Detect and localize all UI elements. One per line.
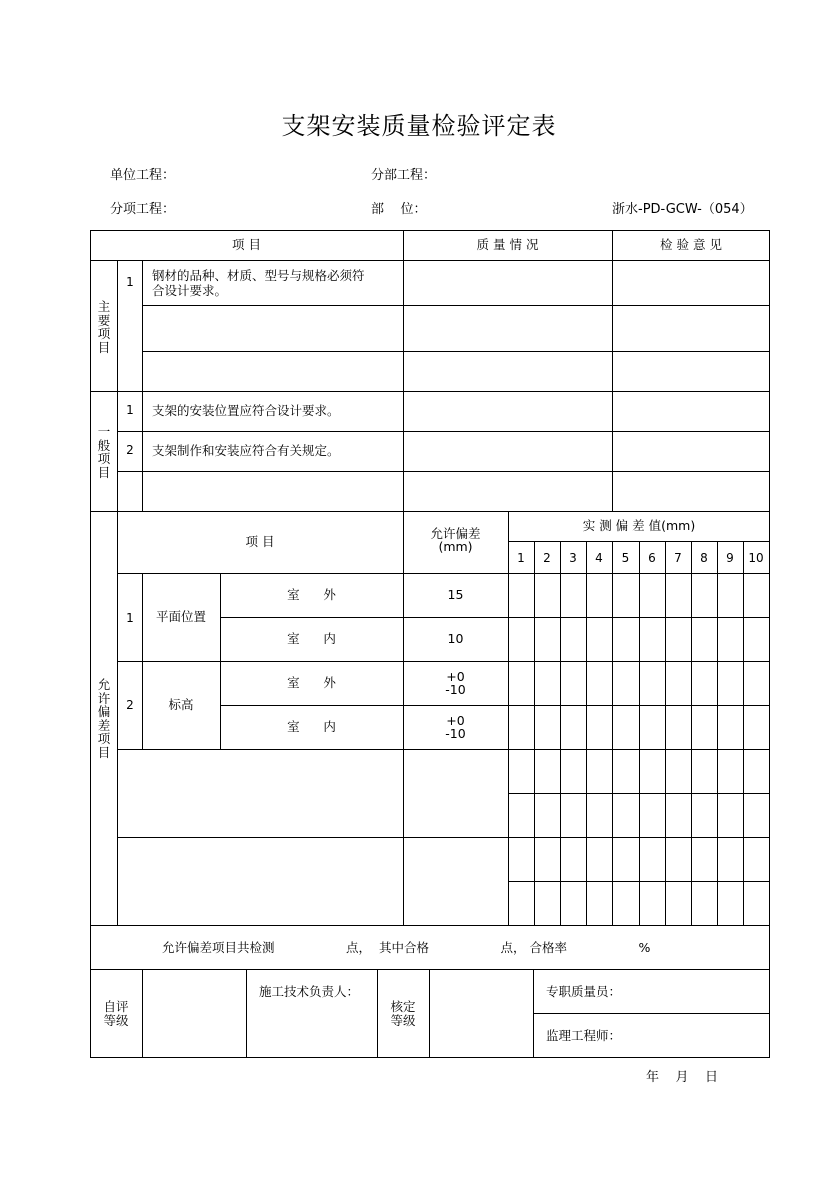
date-line: 年 月 日 bbox=[646, 1070, 719, 1085]
tech-lead-label: 施工技术负责人： bbox=[259, 984, 360, 999]
sub-item-project-label: 分项工程： bbox=[110, 202, 176, 217]
col-header-opinion: 检 验 意 见 bbox=[660, 237, 722, 252]
tolerance-row-name: 标高 bbox=[168, 697, 194, 712]
col-header-item: 项 目 bbox=[232, 237, 261, 252]
page-title: 支架安装质量检验评定表 bbox=[281, 112, 557, 140]
measure-col-number: 8 bbox=[700, 551, 708, 565]
tolerance-section-label: 允许偏差项目 bbox=[97, 677, 111, 760]
tolerance-allowed-value: 10 bbox=[447, 631, 464, 646]
measure-col-number: 2 bbox=[543, 551, 551, 565]
tolerance-col-header-allowed: 允许偏差 (mm) bbox=[430, 526, 481, 554]
measure-col-number: 9 bbox=[726, 551, 734, 565]
measure-col-number: 5 bbox=[621, 551, 630, 565]
measure-col-number: 3 bbox=[569, 551, 577, 565]
part-label: 部 位： bbox=[371, 202, 427, 217]
general-item-text: 支架制作和安装应符合有关规定。 bbox=[152, 443, 340, 458]
tolerance-row-name: 平面位置 bbox=[155, 609, 206, 624]
general-item-number: 2 bbox=[126, 443, 134, 457]
tolerance-row-number: 1 bbox=[126, 611, 134, 625]
form-code: 浙水-PD-GCW-（054） bbox=[612, 202, 753, 217]
division-project-label: 分部工程： bbox=[371, 168, 437, 183]
tolerance-sub-label: 室 外 bbox=[287, 675, 336, 690]
supervisor-label: 监理工程师： bbox=[546, 1028, 622, 1043]
measure-col-number: 4 bbox=[595, 551, 603, 565]
col-header-quality: 质 量 情 况 bbox=[476, 237, 539, 252]
main-items-section-label: 主要项目 bbox=[97, 299, 111, 355]
measure-col-number: 7 bbox=[674, 551, 682, 565]
tolerance-sub-label: 室 外 bbox=[287, 587, 336, 602]
tolerance-sub-label: 室 内 bbox=[287, 631, 336, 646]
measure-col-number: 6 bbox=[648, 551, 656, 565]
main-item-number: 1 bbox=[126, 275, 134, 289]
tolerance-sub-label: 室 内 bbox=[287, 719, 336, 734]
tolerance-col-header-item: 项 目 bbox=[245, 534, 275, 549]
general-item-number: 1 bbox=[126, 403, 134, 417]
tolerance-row-number: 2 bbox=[126, 698, 134, 712]
general-item-text: 支架的安装位置应符合设计要求。 bbox=[152, 403, 340, 418]
tolerance-summary: 允许偏差项目共检测 点， 其中合格 点， 合格率 % bbox=[162, 940, 651, 955]
verify-grade-label: 核定 等级 bbox=[390, 999, 416, 1028]
main-item-text: 钢材的品种、材质、型号与规格必须符 合设计要求。 bbox=[152, 268, 365, 298]
tolerance-allowed-value: +0 -10 bbox=[445, 713, 466, 741]
inspection-table bbox=[90, 230, 770, 1058]
quality-officer-label: 专职质量员： bbox=[546, 984, 622, 999]
tolerance-allowed-value: 15 bbox=[447, 587, 464, 602]
tolerance-allowed-value: +0 -10 bbox=[445, 669, 466, 697]
unit-project-label: 单位工程： bbox=[110, 168, 176, 183]
self-eval-grade-label: 自评 等级 bbox=[103, 999, 129, 1028]
general-items-section-label: 一般项目 bbox=[97, 424, 111, 480]
measure-col-number: 1 bbox=[517, 551, 525, 565]
tolerance-col-header-measured: 实 测 偏 差 值(mm) bbox=[582, 518, 696, 533]
measure-col-number: 10 bbox=[748, 551, 764, 565]
